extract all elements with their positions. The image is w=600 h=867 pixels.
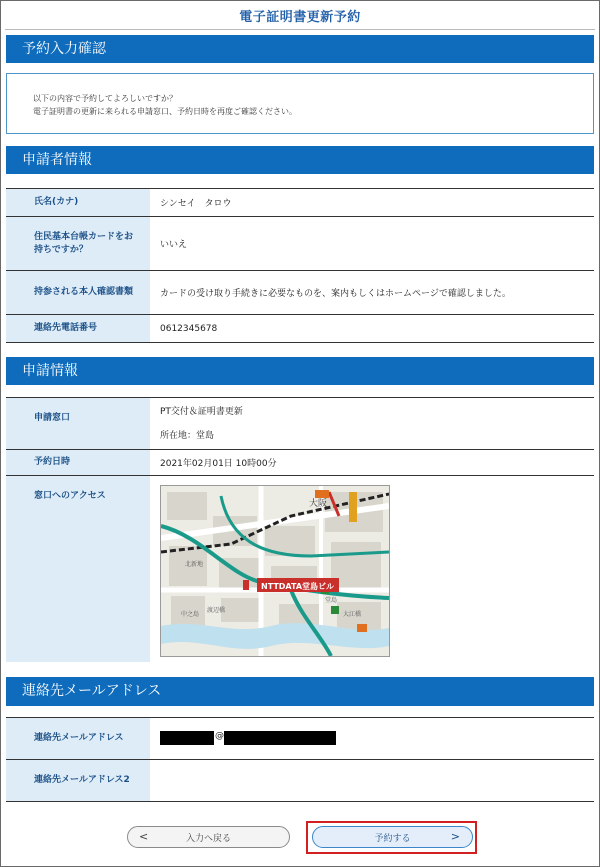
field-value <box>150 760 594 801</box>
field-label: 窓口へのアクセス <box>6 476 150 662</box>
chevron-right-icon: > <box>450 830 460 843</box>
section-header-applicant <box>6 146 594 174</box>
row-id-documents <box>6 271 594 315</box>
section-header-confirm <box>6 35 594 63</box>
title-divider <box>5 29 595 30</box>
field-value <box>150 476 594 662</box>
page-title: 電子証明書更新予約 <box>239 10 361 25</box>
field-value: カードの受け取り手続きに必要なものを、案内もしくはホームページで確認しました。 <box>160 289 511 299</box>
redaction-bar <box>160 731 214 745</box>
reserve-button[interactable] <box>312 826 473 848</box>
field-value: いいえ <box>160 240 188 250</box>
access-map <box>160 485 390 657</box>
map-label: 堂島 <box>325 597 338 604</box>
field-label: 予約日時 <box>6 450 150 475</box>
section-heading: 申請者情報 <box>22 152 92 168</box>
notice-line: 電子証明書の更新に来られる申請窓口、予約日時を再度ご確認ください。 <box>33 107 297 116</box>
row-juki-card <box>6 217 594 271</box>
section-header-email <box>6 677 594 706</box>
row-access <box>6 476 594 662</box>
field-label: 氏名(カナ) <box>6 189 150 216</box>
map-district-label: 大阪 <box>309 499 328 509</box>
field-label: 住民基本台帳カードをお持ちですか？ <box>6 217 150 270</box>
field-value: 2021年02月01日 10時00分 <box>160 459 277 469</box>
row-window <box>6 398 594 450</box>
window-location: 所在地：堂島 <box>160 430 215 441</box>
row-name-kana <box>6 189 594 217</box>
row-phone <box>6 315 594 343</box>
field-value <box>150 398 594 449</box>
map-label: 北新地 <box>185 561 204 568</box>
window-name: PT交付＆証明書更新 <box>160 406 243 417</box>
map-building-label: NTTDATA堂島ビル <box>261 582 335 591</box>
field-label: 持参される本人確認書類 <box>6 271 150 314</box>
notice-line: 以下の内容で予約してよろしいですか？ <box>33 94 177 103</box>
map-label: 中之島 <box>181 611 200 618</box>
confirm-notice <box>6 73 594 134</box>
field-value <box>150 718 594 759</box>
row-email <box>6 718 594 760</box>
section-header-application <box>6 357 594 385</box>
field-label: 連絡先電話番号 <box>6 315 150 342</box>
field-value: シンセイ タロウ <box>160 199 232 209</box>
back-button[interactable] <box>127 826 290 848</box>
back-button-label: 入力へ戻る <box>185 833 231 844</box>
field-label: 連絡先メールアドレス <box>6 718 150 759</box>
section-heading: 連絡先メールアドレス <box>22 683 162 699</box>
section-heading: 予約入力確認 <box>22 41 106 57</box>
map-label: 大江橋 <box>343 611 362 618</box>
row-email2 <box>6 760 594 802</box>
map-label: 渡辺橋 <box>207 607 226 614</box>
field-value: 0612345678 <box>160 323 218 334</box>
field-label: 連絡先メールアドレス2 <box>6 760 150 801</box>
redaction-bar <box>224 731 336 745</box>
field-label: 申請窓口 <box>6 398 150 449</box>
row-date <box>6 450 594 476</box>
email-at-sign: @ <box>215 731 224 741</box>
reserve-button-label: 予約する <box>374 833 411 844</box>
chevron-left-icon: < <box>139 830 149 843</box>
section-heading: 申請情報 <box>22 363 78 379</box>
